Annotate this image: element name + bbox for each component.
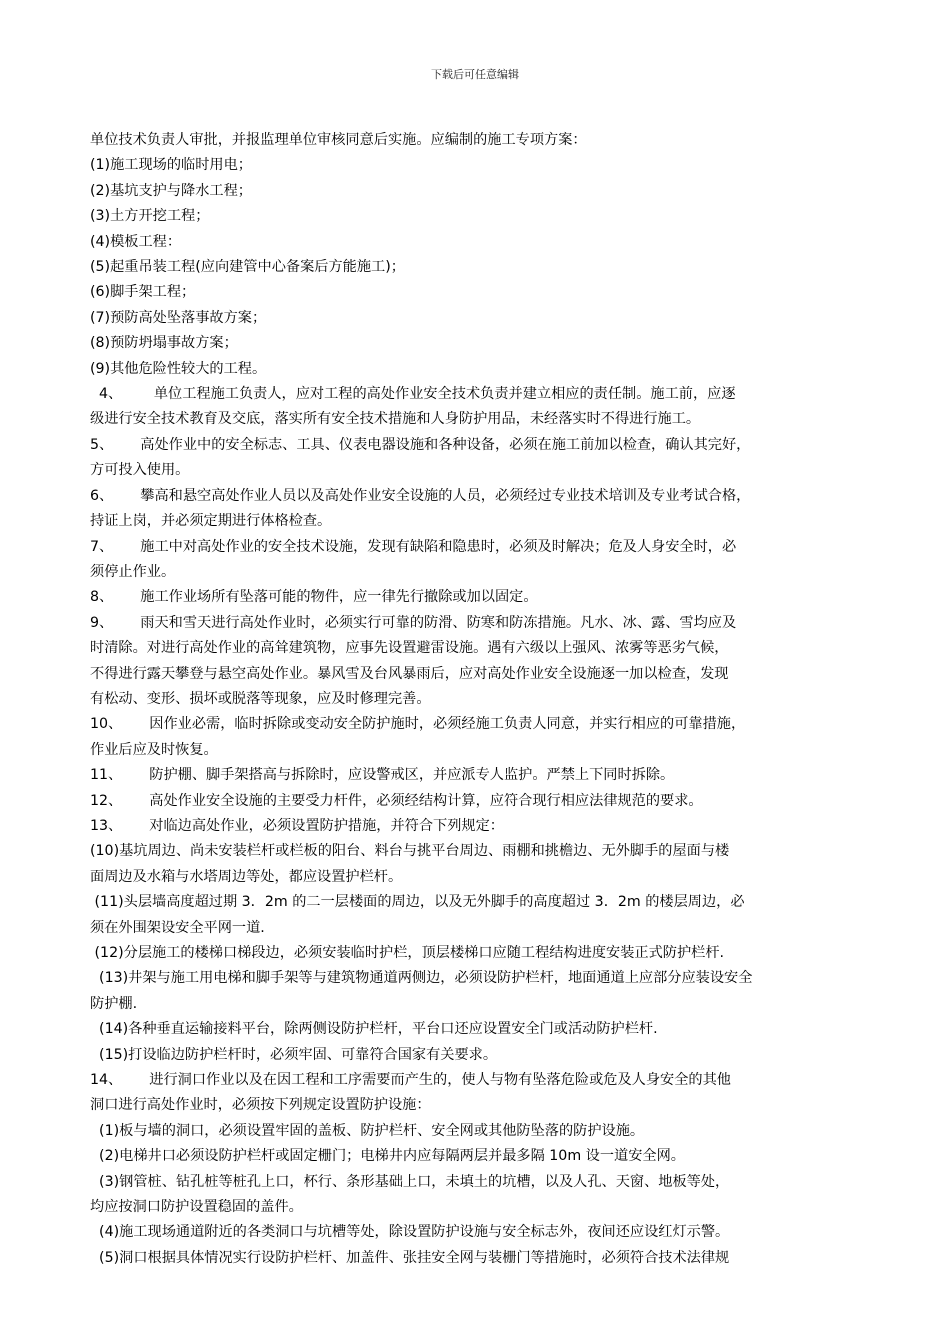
text-line: (7)预防高处坠落事故方案；: [90, 309, 267, 326]
text-line: 9、 雨天和雪天进行高处作业时，必须实行可靠的防滑、防寒和防冻措施。凡水、冰、露、雪均应及: [90, 614, 737, 631]
text-line: (15)打设临边防护栏杆时，必须牢固、可靠符合国家有关要求。: [90, 1046, 498, 1063]
text-line: (11)头层墙高度超过期 3．2m 的二一层楼面的周边，以及无外脚手的高度超过 3．2m 的楼层周边，必: [90, 894, 745, 911]
text-line: 单位技术负责人审批，并报监理单位审核同意后实施。应编制的施工专项方案：: [90, 132, 587, 148]
text-line: (2)电梯井口必须设防护栏杆或固定栅门；电梯井内应每隔两层并最多隔 10m 设一道安全网。: [90, 1148, 685, 1165]
text-line: 须停止作业。: [90, 563, 176, 580]
text-line: 有松动、变形、损坏或脱落等现象，应及时修理完善。: [90, 690, 431, 707]
text-line: 8、 施工作业场所有坠落可能的物件，应一律先行撤除或加以固定。: [90, 589, 538, 606]
text-line: (5)起重吊装工程(应向建管中心备案后方能施工)；: [90, 259, 405, 276]
text-line: (3)土方开挖工程；: [90, 208, 210, 225]
text-line: 4、 单位工程施工负责人，应对工程的高处作业安全技术负责并建立相应的责任制。施工前，应逐: [90, 386, 736, 403]
text-line: 时清除。对进行高处作业的高耸建筑物，应事先设置避雷设施。遇有六级以上强风、浓雾等恶劣气候，: [90, 640, 729, 657]
text-line: (10)基坑周边、尚未安装栏杆或栏板的阳台、料台与挑平台周边、雨棚和挑檐边、无外脚手的屋面与楼: [90, 843, 730, 860]
text-line: 防护棚.: [90, 995, 138, 1012]
text-line: (4)模板工程：: [90, 233, 182, 250]
document-body: [90, 128, 870, 1271]
text-line: 作业后应及时恢复。: [90, 741, 218, 758]
text-line: (4)施工现场通道附近的各类洞口与坑槽等处，除设置防护设施与安全标志外，夜间还应设红灯示警。: [90, 1224, 730, 1241]
text-line: 持证上岗，并必须定期进行体格检查。: [90, 513, 332, 530]
text-line: 12、 高处作业安全设施的主要受力杆件，必须经结构计算，应符合现行相应法律规范的要求。: [90, 792, 703, 809]
text-line: (9)其他危险性较大的工程。: [90, 360, 267, 377]
text-line: 5、 高处作业中的安全标志、工具、仪表电器设施和各种设备，必须在施工前加以检查，确认其完好，: [90, 436, 751, 453]
text-line: (3)钢管桩、钻孔桩等桩孔上口，杯行、条形基础上口，未填土的坑槽，以及人孔、天窗、地板等处，: [90, 1173, 730, 1190]
text-line: 须在外围架设安全平网一道.: [90, 919, 265, 936]
text-line: 7、 施工中对高处作业的安全技术设施，发现有缺陷和隐患时，必须及时解决；危及人身安全时，必: [90, 538, 737, 555]
text-line: 级进行安全技术教育及交底，落实所有安全技术措施和人身防护用品，未经落实时不得进行施工。: [90, 411, 701, 428]
text-line: 不得进行露天攀登与悬空高处作业。暴风雪及台风暴雨后，应对高处作业安全设施逐一加以检查，发现: [90, 665, 729, 682]
text-line: 13、 对临边高处作业，必须设置防护措施，并符合下列规定：: [90, 817, 504, 834]
text-line: (5)洞口根据具体情况实行设防护栏杆、加盖件、张挂安全网与装栅门等措施时，必须符合技术法律规: [90, 1249, 730, 1266]
text-line: (14)各种垂直运输接料平台，除两侧设防护栏杆，平台口还应设置安全门或活动防护栏杆.: [90, 1021, 658, 1038]
text-line: (1)板与墙的洞口，必须设置牢固的盖板、防护栏杆、安全网或其他防坠落的防护设施。: [90, 1122, 645, 1139]
text-line: (6)脚手架工程；: [90, 284, 196, 301]
text-line: 10、 因作业必需，临时拆除或变动安全防护施时，必须经施工负责人同意，并实行相应的可靠措施，: [90, 716, 746, 733]
text-line: 面周边及水箱与水塔周边等处，都应设置护栏杆。: [90, 868, 403, 885]
text-line: (12)分层施工的楼梯口梯段边，必须安装临时护栏，顶层楼梯口应随工程结构进度安装正式防护栏杆.: [90, 945, 725, 961]
page-header: 下载后可任意编辑: [431, 68, 519, 81]
text-line: (13)井架与施工用电梯和脚手架等与建筑物通道两侧边，必须设防护栏杆，地面通道上应部分应装设安全: [90, 970, 753, 987]
text-line: 14、 进行洞口作业以及在因工程和工序需要而产生的，使人与物有坠落危险或危及人身安全的其他: [90, 1072, 731, 1089]
text-line: 均应按洞口防护设置稳固的盖件。: [90, 1199, 303, 1216]
text-line: 11、 防护棚、脚手架搭高与拆除时，应设警戒区，并应派专人监护。严禁上下同时拆除。: [90, 767, 675, 784]
text-line: (1)施工现场的临时用电；: [90, 157, 252, 174]
text-line: (8)预防坍塌事故方案；: [90, 335, 238, 352]
text-line: 6、 攀高和悬空高处作业人员以及高处作业安全设施的人员，必须经过专业技术培训及专业考试合格，: [90, 487, 751, 504]
text-line: (2)基坑支护与降水工程；: [90, 182, 252, 199]
text-line: 洞口进行高处作业时，必须按下列规定设置防护设施：: [90, 1097, 431, 1114]
text-line: 方可投入使用。: [90, 462, 190, 479]
